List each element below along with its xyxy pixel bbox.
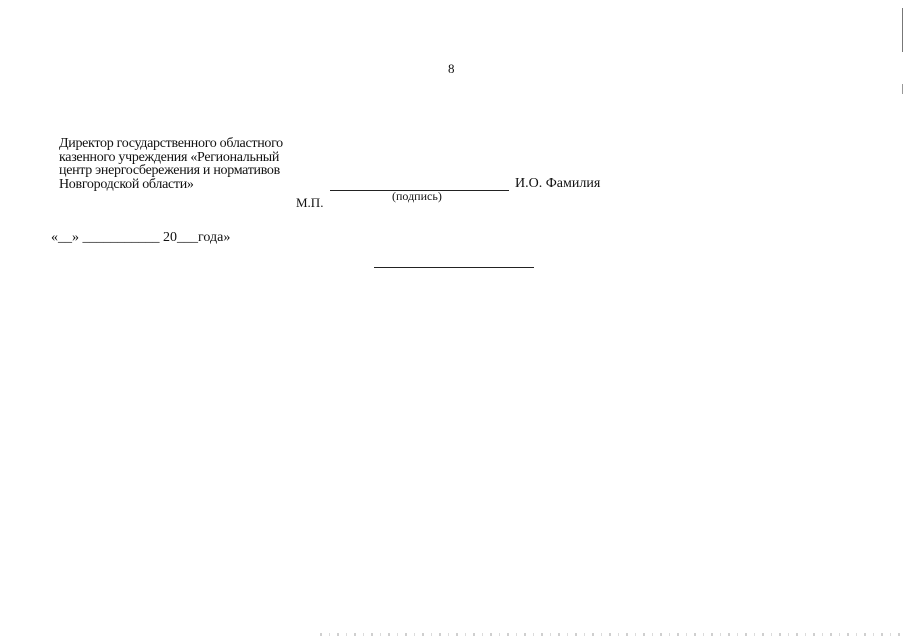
date-line: «__» ___________ 20___года» xyxy=(51,230,231,245)
director-title-line: Новгородской области» xyxy=(59,176,194,192)
director-title-line: Директор государственного областного xyxy=(59,136,283,151)
signer-name: И.О. Фамилия xyxy=(515,176,601,191)
signature-caption: (подпись) xyxy=(392,189,442,203)
stamp-place-label: М.П. xyxy=(296,195,324,210)
scan-noise-strip xyxy=(320,633,900,636)
director-title-line: центр энергосбережения и нормативов xyxy=(59,163,280,178)
scan-edge-mark xyxy=(902,84,903,94)
end-rule-divider xyxy=(374,267,534,268)
page-number: 8 xyxy=(448,61,455,76)
director-title-block xyxy=(59,137,324,191)
director-title-line: казенного учреждения «Региональный xyxy=(59,149,280,165)
scan-edge-mark xyxy=(902,8,903,52)
